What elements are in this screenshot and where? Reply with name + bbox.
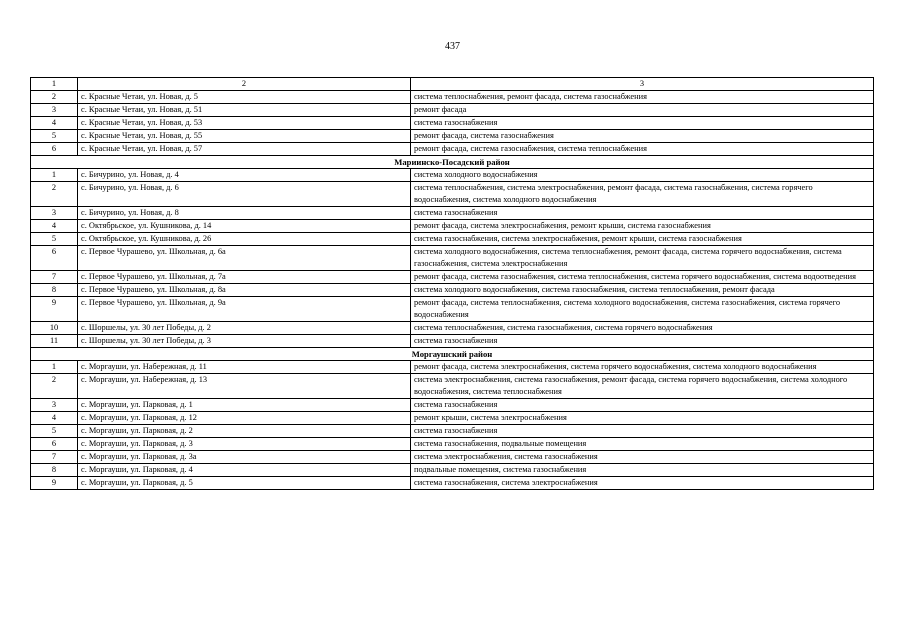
table-row bbox=[31, 284, 874, 297]
row-works: система газоснабжения bbox=[411, 425, 874, 438]
table-row bbox=[31, 91, 874, 104]
table-row bbox=[31, 130, 874, 143]
table-row bbox=[31, 207, 874, 220]
row-number: 5 bbox=[31, 425, 78, 438]
row-works: система электроснабжения, система газоснабжения, ремонт фасада, система горячего водоснабжения, система холодного водоснабжения, система теплоснабжения bbox=[411, 374, 874, 399]
district-heading-row bbox=[31, 348, 874, 361]
table-row bbox=[31, 477, 874, 490]
table-row bbox=[31, 451, 874, 464]
row-works: система электроснабжения, система газоснабжения bbox=[411, 451, 874, 464]
table-row bbox=[31, 246, 874, 271]
row-address: с. Октябрьское, ул. Кушникова, д. 14 bbox=[78, 220, 411, 233]
row-address: с. Красные Четаи, ул. Новая, д. 51 bbox=[78, 104, 411, 117]
table-row bbox=[31, 412, 874, 425]
row-works: система холодного водоснабжения bbox=[411, 169, 874, 182]
row-works: система газоснабжения, система электроснабжения bbox=[411, 477, 874, 490]
table-header-row bbox=[31, 78, 874, 91]
row-number: 6 bbox=[31, 438, 78, 451]
row-number: 8 bbox=[31, 284, 78, 297]
row-number: 4 bbox=[31, 220, 78, 233]
row-address: с. Красные Четаи, ул. Новая, д. 57 bbox=[78, 143, 411, 156]
row-address: с. Моргауши, ул. Парковая, д. 4 bbox=[78, 464, 411, 477]
table-row bbox=[31, 322, 874, 335]
table-row bbox=[31, 271, 874, 284]
column-header-address: 2 bbox=[78, 78, 411, 91]
row-address: с. Моргауши, ул. Парковая, д. 2 bbox=[78, 425, 411, 438]
row-works: ремонт фасада, система газоснабжения, система теплоснабжения bbox=[411, 143, 874, 156]
table-row bbox=[31, 104, 874, 117]
row-works: ремонт фасада, система теплоснабжения, система холодного водоснабжения, система газоснабжения, система горячего водоснабжения bbox=[411, 297, 874, 322]
table-row bbox=[31, 361, 874, 374]
row-number: 6 bbox=[31, 246, 78, 271]
row-works: система холодного водоснабжения, система газоснабжения, система теплоснабжения, ремонт фасада bbox=[411, 284, 874, 297]
table-row bbox=[31, 182, 874, 207]
row-works: система газоснабжения bbox=[411, 207, 874, 220]
row-works: ремонт фасада, система электроснабжения, система горячего водоснабжения, система холодного водоснабжения bbox=[411, 361, 874, 374]
row-works: ремонт крыши, система электроснабжения bbox=[411, 412, 874, 425]
row-works: ремонт фасада, система газоснабжения, система теплоснабжения, система горячего водоснабжения, система водоотведения bbox=[411, 271, 874, 284]
row-works: подвальные помещения, система газоснабжения bbox=[411, 464, 874, 477]
table-row bbox=[31, 438, 874, 451]
row-works: ремонт фасада, система электроснабжения, ремонт крыши, система газоснабжения bbox=[411, 220, 874, 233]
row-number: 6 bbox=[31, 143, 78, 156]
row-address: с. Моргауши, ул. Парковая, д. 5 bbox=[78, 477, 411, 490]
row-number: 4 bbox=[31, 412, 78, 425]
row-number: 11 bbox=[31, 335, 78, 348]
table-row bbox=[31, 399, 874, 412]
row-address: с. Моргауши, ул. Парковая, д. 3а bbox=[78, 451, 411, 464]
row-address: с. Бичурино, ул. Новая, д. 8 bbox=[78, 207, 411, 220]
row-number: 5 bbox=[31, 130, 78, 143]
row-number: 10 bbox=[31, 322, 78, 335]
row-address: с. Бичурино, ул. Новая, д. 6 bbox=[78, 182, 411, 207]
column-header-number: 1 bbox=[31, 78, 78, 91]
table-row bbox=[31, 117, 874, 130]
row-works: система теплоснабжения, ремонт фасада, система газоснабжения bbox=[411, 91, 874, 104]
row-number: 9 bbox=[31, 297, 78, 322]
table-row bbox=[31, 169, 874, 182]
row-number: 5 bbox=[31, 233, 78, 246]
district-heading: Моргаушский район bbox=[31, 348, 874, 361]
row-number: 2 bbox=[31, 91, 78, 104]
table-row bbox=[31, 374, 874, 399]
row-number: 8 bbox=[31, 464, 78, 477]
row-works: система газоснабжения bbox=[411, 117, 874, 130]
row-number: 3 bbox=[31, 399, 78, 412]
row-address: с. Красные Четаи, ул. Новая, д. 53 bbox=[78, 117, 411, 130]
row-address: с. Первое Чурашево, ул. Школьная, д. 7а bbox=[78, 271, 411, 284]
district-heading-row bbox=[31, 156, 874, 169]
row-number: 7 bbox=[31, 451, 78, 464]
column-header-works: 3 bbox=[411, 78, 874, 91]
row-address: с. Моргауши, ул. Набережная, д. 13 bbox=[78, 374, 411, 399]
table-row bbox=[31, 425, 874, 438]
row-number: 4 bbox=[31, 117, 78, 130]
table-row bbox=[31, 297, 874, 322]
row-number: 3 bbox=[31, 104, 78, 117]
row-works: система теплоснабжения, система электроснабжения, ремонт фасада, система газоснабжения, система горячего водоснабжения, система холодного водоснабжения bbox=[411, 182, 874, 207]
row-address: с. Красные Четаи, ул. Новая, д. 55 bbox=[78, 130, 411, 143]
row-works: система газоснабжения bbox=[411, 399, 874, 412]
row-number: 3 bbox=[31, 207, 78, 220]
table-row bbox=[31, 335, 874, 348]
page-number: 437 bbox=[445, 41, 460, 52]
row-address: с. Шоршелы, ул. 30 лет Победы, д. 2 bbox=[78, 322, 411, 335]
row-works: ремонт фасада, система газоснабжения bbox=[411, 130, 874, 143]
row-number: 7 bbox=[31, 271, 78, 284]
row-works: система газоснабжения, подвальные помещения bbox=[411, 438, 874, 451]
row-address: с. Октябрьское, ул. Кушникова, д. 26 bbox=[78, 233, 411, 246]
repair-works-table bbox=[30, 77, 874, 490]
row-number: 2 bbox=[31, 182, 78, 207]
table-body bbox=[31, 78, 874, 490]
row-address: с. Моргауши, ул. Парковая, д. 1 bbox=[78, 399, 411, 412]
table-row bbox=[31, 143, 874, 156]
row-works: система газоснабжения, система электроснабжения, ремонт крыши, система газоснабжения bbox=[411, 233, 874, 246]
table-row bbox=[31, 220, 874, 233]
row-address: с. Первое Чурашево, ул. Школьная, д. 8а bbox=[78, 284, 411, 297]
row-number: 1 bbox=[31, 169, 78, 182]
row-number: 2 bbox=[31, 374, 78, 399]
row-works: ремонт фасада bbox=[411, 104, 874, 117]
row-address: с. Бичурино, ул. Новая, д. 4 bbox=[78, 169, 411, 182]
row-works: система теплоснабжения, система газоснабжения, система горячего водоснабжения bbox=[411, 322, 874, 335]
row-works: система газоснабжения bbox=[411, 335, 874, 348]
row-address: с. Моргауши, ул. Парковая, д. 12 bbox=[78, 412, 411, 425]
row-address: с. Моргауши, ул. Набережная, д. 11 bbox=[78, 361, 411, 374]
row-works: система холодного водоснабжения, система теплоснабжения, ремонт фасада, система горячего водоснабжения, система газоснабжения, система электроснабжения bbox=[411, 246, 874, 271]
row-address: с. Красные Четаи, ул. Новая, д. 5 bbox=[78, 91, 411, 104]
row-address: с. Моргауши, ул. Парковая, д. 3 bbox=[78, 438, 411, 451]
row-number: 9 bbox=[31, 477, 78, 490]
table-row bbox=[31, 464, 874, 477]
row-number: 1 bbox=[31, 361, 78, 374]
row-address: с. Первое Чурашево, ул. Школьная, д. 9а bbox=[78, 297, 411, 322]
district-heading: Мариинско-Посадский район bbox=[31, 156, 874, 169]
table-row bbox=[31, 233, 874, 246]
row-address: с. Первое Чурашево, ул. Школьная, д. 6а bbox=[78, 246, 411, 271]
row-address: с. Шоршелы, ул. 30 лет Победы, д. 3 bbox=[78, 335, 411, 348]
